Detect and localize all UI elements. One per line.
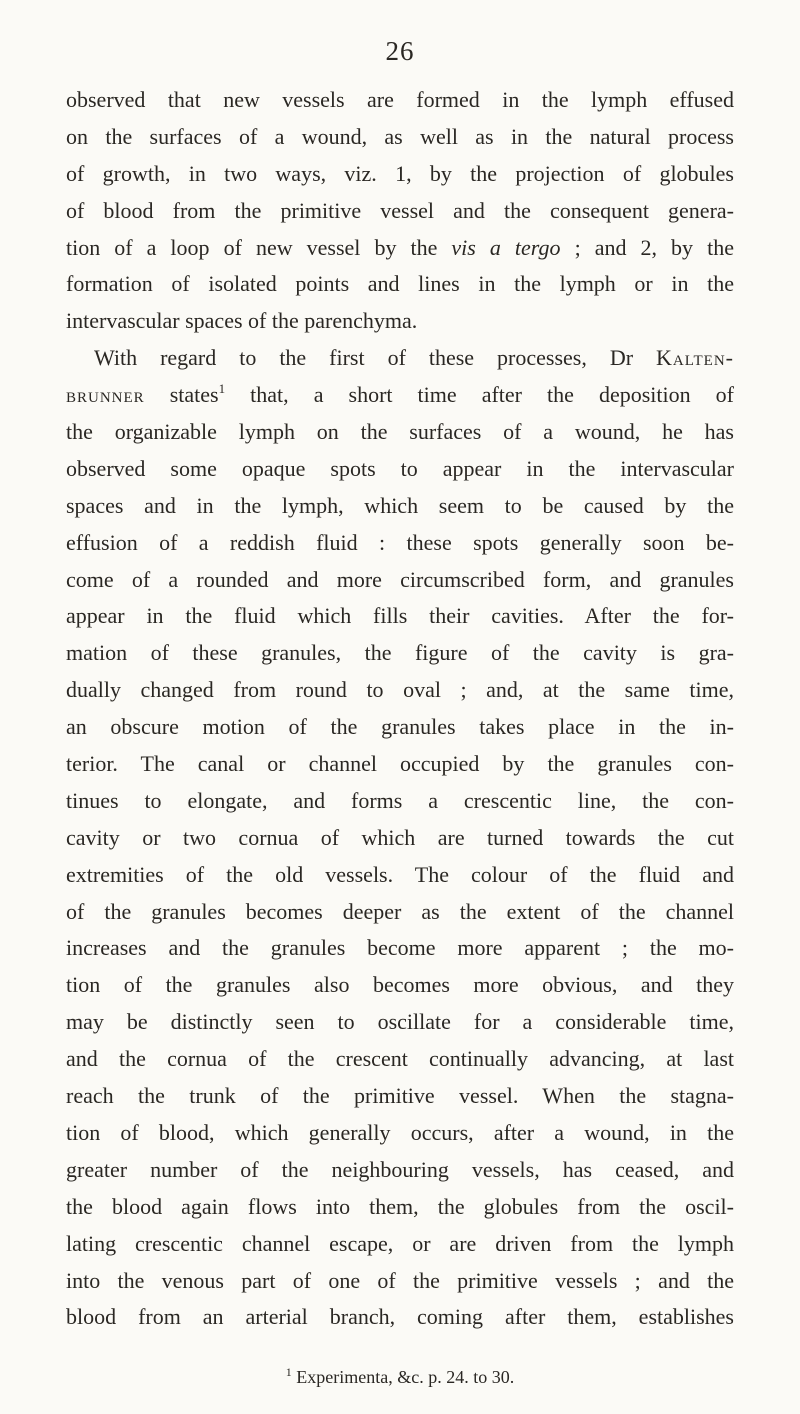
text-line: greater number of the neighbouring vessels, has ceased, and xyxy=(66,1156,734,1182)
author-name: brunner xyxy=(66,382,145,408)
text-line xyxy=(66,340,734,377)
text-line: may be distinctly seen to oscillate for a considerable time, xyxy=(66,1009,734,1035)
text-line: the blood again flows into them, the globules from the oscil- xyxy=(66,1193,734,1219)
text-line: formation of isolated points and lines in the lymph or in the xyxy=(66,271,734,297)
italic-phrase: vis a tergo xyxy=(451,234,561,260)
text-line: tinues to elongate, and forms a crescentic line, the con- xyxy=(66,787,734,813)
text-line: tion of blood, which generally occurs, after a wound, in the xyxy=(66,1119,734,1145)
text-line: observed that new vessels are formed in the lymph effused xyxy=(66,87,734,112)
text-run: states xyxy=(144,382,219,408)
text-line: of the granules becomes deeper as the extent of the channel xyxy=(66,898,734,924)
text-line: tion of the granules also becomes more obvious, and they xyxy=(66,972,734,998)
text-line: lating crescentic channel escape, or are driven from the lymph xyxy=(66,1230,734,1256)
text-line: blood from an arterial branch, coming after them, establishes xyxy=(66,1304,734,1330)
text-line: appear in the fluid which fills their cavities. After the for- xyxy=(66,603,734,629)
text-line: increases and the granules become more apparent ; the mo- xyxy=(66,935,734,961)
text-line: effusion of a reddish fluid : these spots generally soon be- xyxy=(66,529,734,555)
page-number: 26 xyxy=(385,36,415,66)
text-run: ; and 2, by the xyxy=(560,234,734,260)
text-run: With regard to the first of these processes, Dr xyxy=(94,345,656,371)
footnote-text: Experimenta, &c. p. 24. to 30. xyxy=(296,1367,515,1387)
footnote xyxy=(0,1367,800,1388)
text-line: of growth, in two ways, viz. 1, by the projection of globules xyxy=(66,160,734,186)
text-line: terior. The canal or channel occupied by the granules con- xyxy=(66,751,734,777)
text-line xyxy=(66,377,734,414)
body-text xyxy=(66,82,734,1336)
text-line xyxy=(66,230,734,267)
text-line: mation of these granules, the figure of the cavity is gra- xyxy=(66,640,734,666)
text-run: tion of a loop of new vessel by the xyxy=(66,234,452,260)
text-line: observed some opaque spots to appear in the intervascular xyxy=(66,455,734,481)
footnote-marker: 1 xyxy=(285,1365,292,1379)
text-line: come of a rounded and more circumscribed form, and granules xyxy=(66,566,734,592)
text-line: on the surfaces of a wound, as well as in the natural process xyxy=(66,123,734,149)
text-line: cavity or two cornua of which are turned towards the cut xyxy=(66,824,734,850)
text-line: extremities of the old vessels. The colour of the fluid and xyxy=(66,861,734,887)
text-line: into the venous part of one of the primitive vessels ; and the xyxy=(66,1267,734,1293)
text-line: the organizable lymph on the surfaces of a wound, he has xyxy=(66,419,734,445)
footnote-marker: 1 xyxy=(218,381,226,397)
text-line: reach the trunk of the primitive vessel. When the stagna- xyxy=(66,1083,734,1109)
text-line: an obscure motion of the granules takes place in the in- xyxy=(66,714,734,740)
text-line: and the cornua of the crescent continually advancing, at last xyxy=(66,1046,734,1072)
text-line: dually changed from round to oval ; and, at the same time, xyxy=(66,677,734,703)
text-line: spaces and in the lymph, which seem to be caused by the xyxy=(66,492,734,518)
author-name: Kalten- xyxy=(656,345,734,371)
text-line: intervascular spaces of the parenchyma. xyxy=(66,308,418,334)
text-line: of blood from the primitive vessel and the consequent genera- xyxy=(66,197,734,223)
text-run: that, a short time after the deposition of xyxy=(225,382,735,408)
